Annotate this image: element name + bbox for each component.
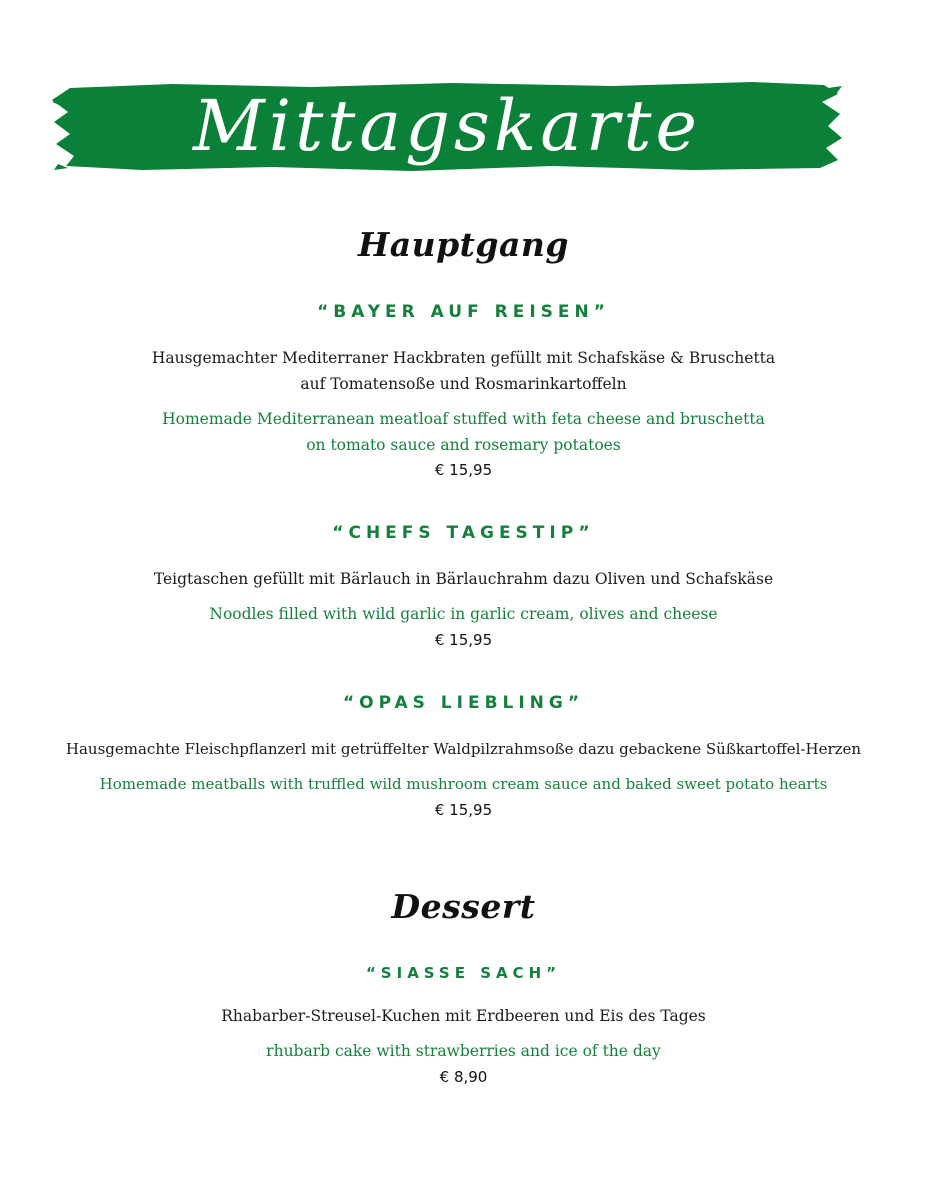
dish-description-de: Hausgemachte Fleischpflanzerl mit getrüffelter Waldpilzrahmsoße dazu gebackene Süßkartoffel-Herzen bbox=[65, 740, 862, 758]
dish-name-opas-liebling: “OPAS LIEBLING” bbox=[342, 693, 585, 713]
dish-description-en: Noodles filled with wild garlic in garlic cream, olives and cheese bbox=[209, 605, 718, 623]
dish-description-en: Homemade meatballs with truffled wild mushroom cream sauce and baked sweet potato hearts bbox=[99, 775, 828, 793]
dish-description-de: Hausgemachter Mediterraner Hackbraten gefüllt mit Schafskäse & Bruschetta bbox=[151, 349, 776, 367]
dish-price: € 15,95 bbox=[434, 631, 493, 649]
dish-description-de: Rhabarber-Streusel-Kuchen mit Erdbeeren und Eis des Tages bbox=[221, 1007, 706, 1025]
main-course-heading: Hauptgang bbox=[358, 225, 569, 264]
dish-description-de: auf Tomatensoße und Rosmarinkartoffeln bbox=[300, 375, 627, 393]
dessert-heading: Dessert bbox=[391, 887, 536, 926]
dish-name-siasse-sach: “SIASSE SACH” bbox=[365, 964, 562, 982]
dish-name-chefs-tagestip: “CHEFS TAGESTIP” bbox=[332, 523, 595, 543]
dish-description-en: Homemade Mediterranean meatloaf stuffed with feta cheese and bruschetta bbox=[162, 410, 765, 428]
menu-title: Mittagskarte bbox=[193, 85, 701, 167]
dish-price: € 8,90 bbox=[439, 1068, 488, 1086]
header-banner bbox=[52, 80, 842, 172]
dish-description-en: on tomato sauce and rosemary potatoes bbox=[306, 436, 621, 454]
dish-description-de: Teigtaschen gefüllt mit Bärlauch in Bärlauchrahm dazu Oliven und Schafskäse bbox=[153, 570, 774, 588]
dish-name-bayer-auf-reisen: “BAYER AUF REISEN” bbox=[317, 302, 610, 322]
dish-price: € 15,95 bbox=[434, 801, 493, 819]
dish-description-en: rhubarb cake with strawberries and ice of the day bbox=[266, 1042, 661, 1060]
dish-price: € 15,95 bbox=[434, 461, 493, 479]
